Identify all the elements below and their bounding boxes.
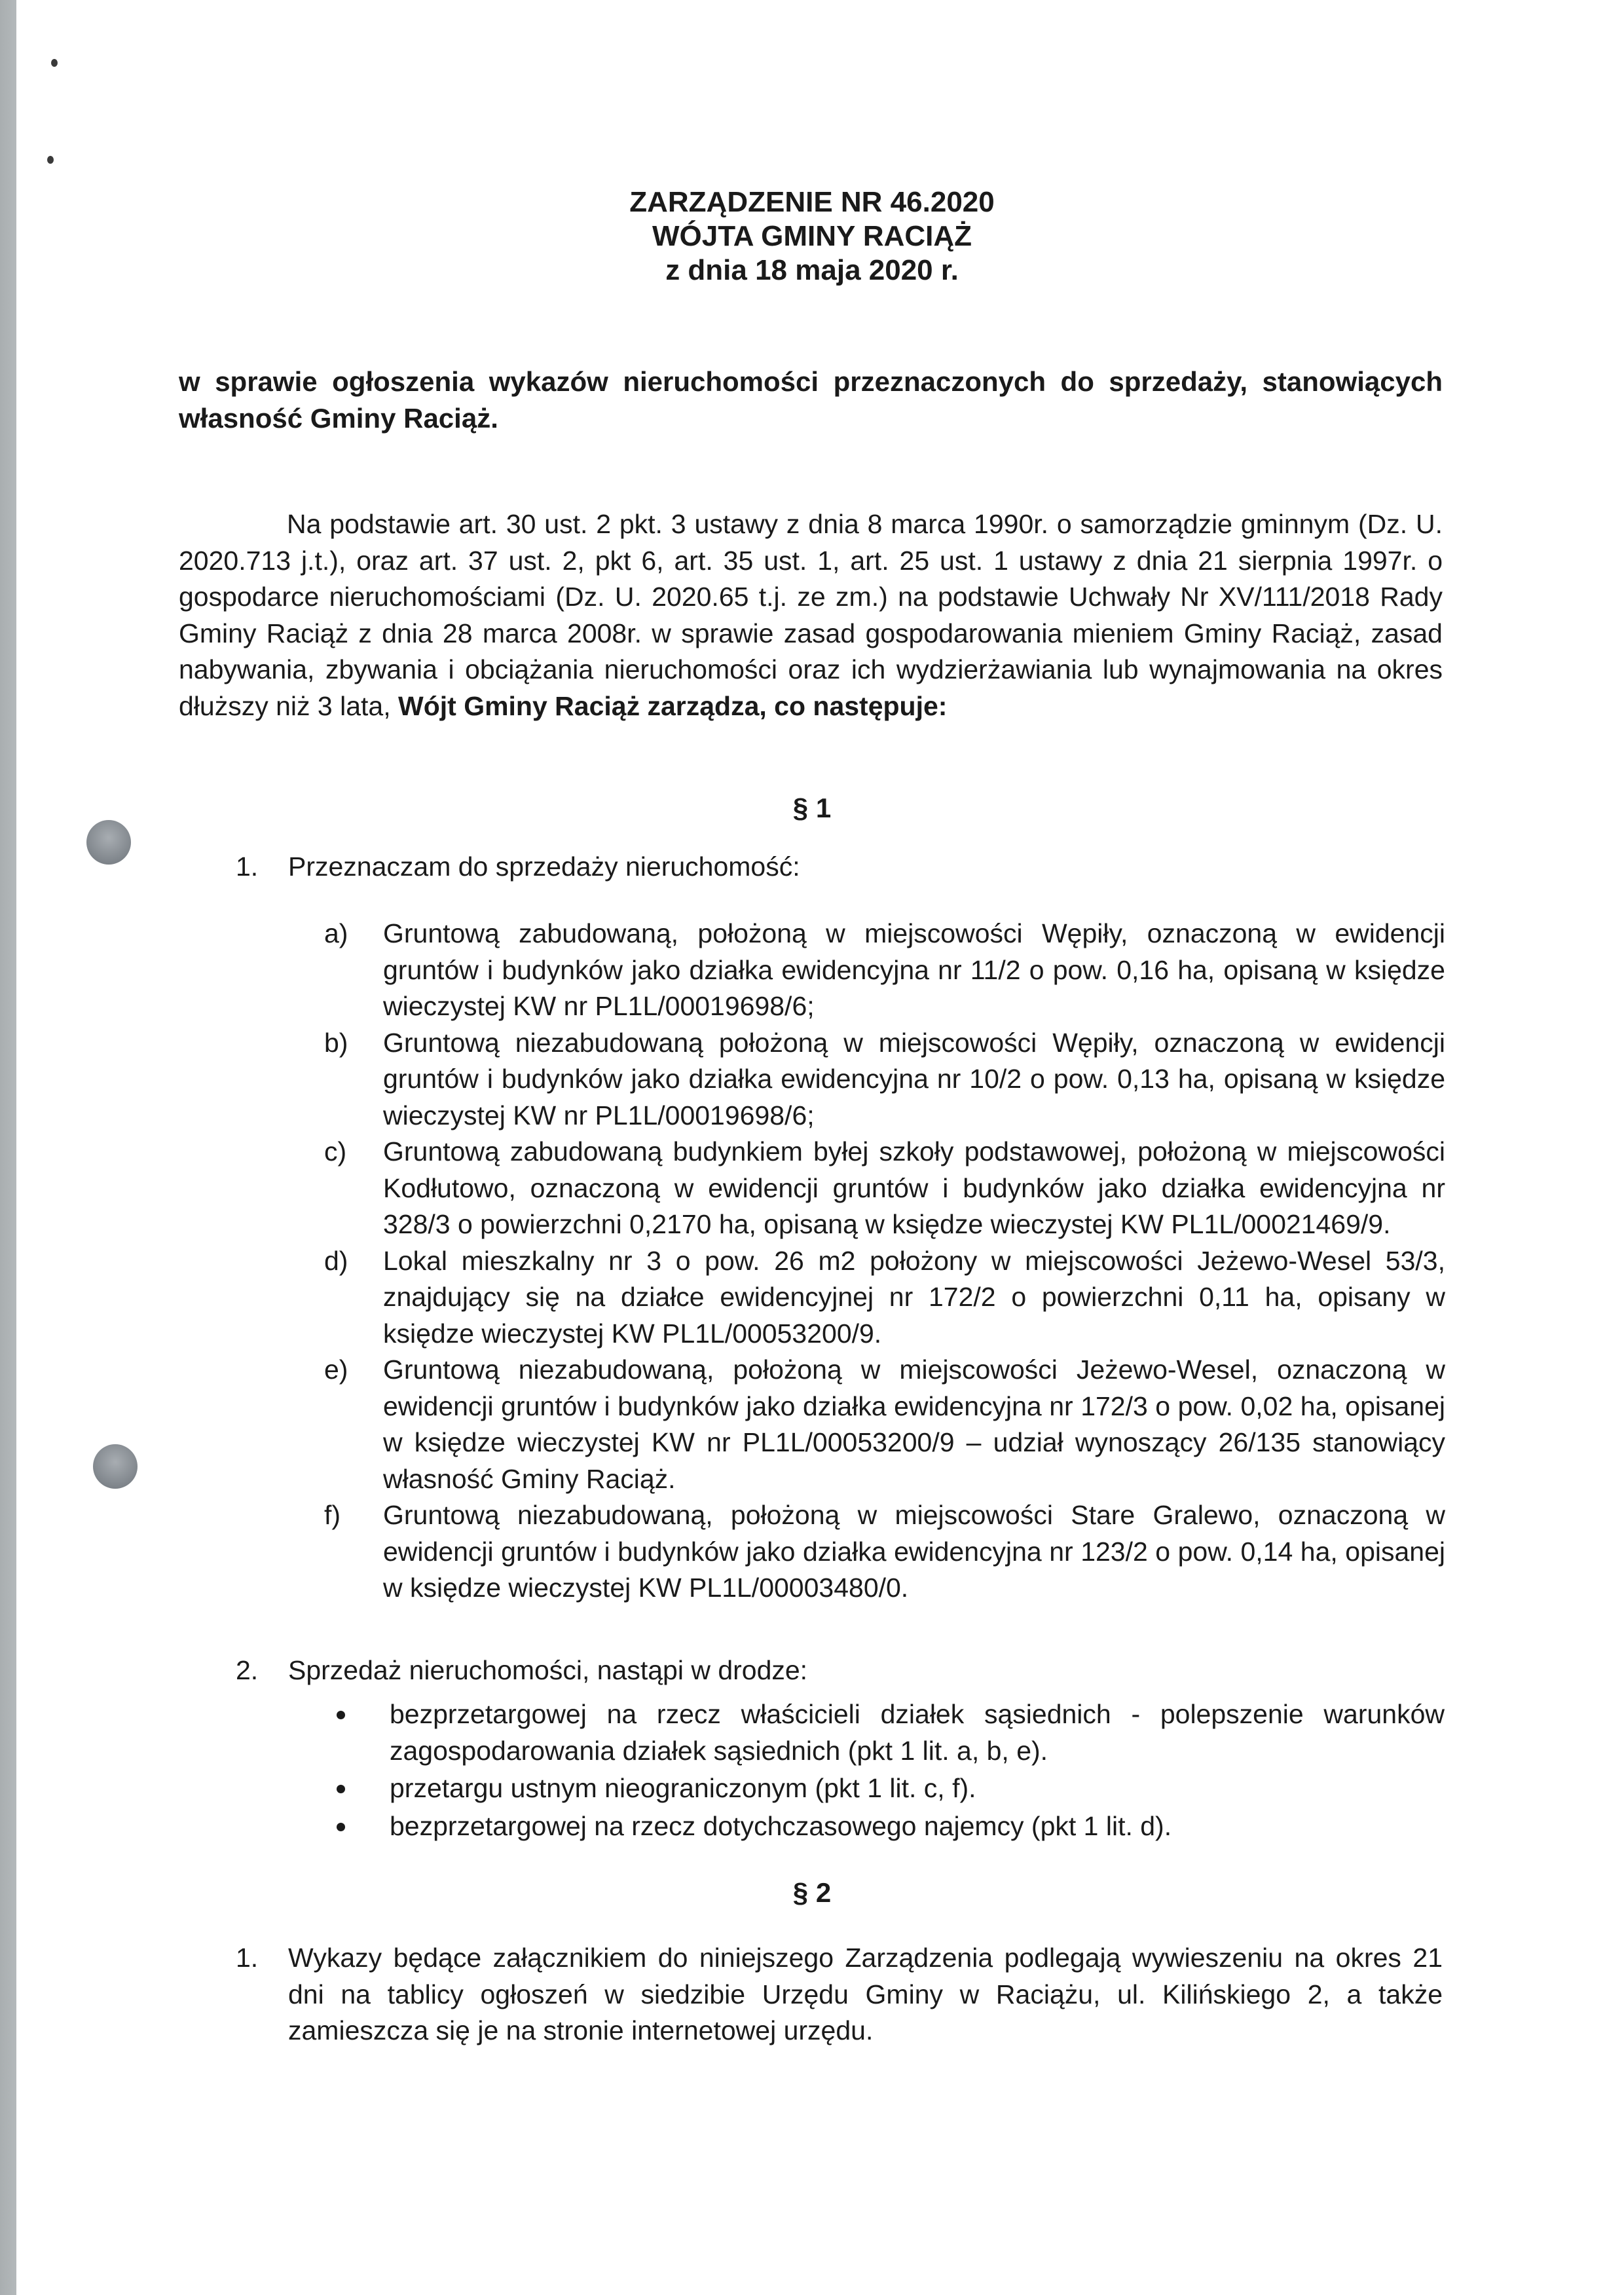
sale-method-item xyxy=(327,1808,1445,1845)
point-text: Przeznaczam do sprzedaży nieruchomość: xyxy=(288,851,800,882)
property-item-a xyxy=(324,916,1445,1025)
item-text: Lokal mieszkalny nr 3 o pow. 26 m2 położony w miejscowości Jeżewo-Wesel 53/3, znajdujący się na działce ewidencyjnej nr 172/2 o powierzchni 0,11 ha, opisany w księdze wieczystej KW PL1L/00053200/9. xyxy=(383,1245,1445,1349)
property-item-f xyxy=(324,1497,1445,1607)
item-letter: b) xyxy=(324,1027,348,1058)
preamble-bold-closing: Wójt Gminy Raciąż zarządza, co następuje: xyxy=(398,690,948,721)
property-item-d xyxy=(324,1243,1445,1353)
point-text: Sprzedaż nieruchomości, nastąpi w drodze: xyxy=(288,1655,808,1685)
item-letter: d) xyxy=(324,1245,348,1276)
item-text: Gruntową zabudowaną, położoną w miejscowości Wępiły, oznaczoną w ewidencji gruntów i budynków jako działka ewidencyjna nr 11/2 o pow. 0,16 ha, opisaną w księdze wieczystej KW nr PL1L/00019698/6; xyxy=(383,918,1445,1021)
point-number: 1. xyxy=(236,1943,259,1973)
section2-point1 xyxy=(236,1940,1443,2049)
bullet-icon xyxy=(337,1711,345,1719)
scan-speck xyxy=(47,156,54,164)
preamble-text: Na podstawie art. 30 ust. 2 pkt. 3 ustawy z dnia 8 marca 1990r. o samorządzie gminnym (Dz. U. 2020.713 j.t.), oraz art. 37 ust. 2, pkt 6, art. 35 ust. 1, art. 25 ust. 1 ustawy z dnia 21 sierpnia 1997r. o gospodarce nieruchomościami (Dz. U. 2020.65 t.j. ze zm.) na podstawie Uchwały Nr XV/111/2018 Rady Gminy Raciąż z dnia 28 marca 2008r. w sprawie zasad gospodarowania mieniem Gminy Raciąż, zasad nabywania, zbywania i obciążania nieruchomości oraz ich wydzierżawiania lub wynajmowania na okres dłuższy niż 3 lata, xyxy=(179,509,1443,721)
property-list xyxy=(324,916,1445,1607)
bullet-text: przetargu ustnym nieograniczonym (pkt 1 lit. c, f). xyxy=(390,1773,976,1803)
point-number: 2. xyxy=(236,1655,259,1685)
section1-point1 xyxy=(236,849,1443,886)
property-item-e xyxy=(324,1352,1445,1497)
punch-hole xyxy=(86,820,131,865)
scan-speck xyxy=(51,59,58,67)
section1-point2 xyxy=(236,1652,1443,1689)
bullet-text: bezprzetargowej na rzecz dotychczasowego najemcy (pkt 1 lit. d). xyxy=(390,1810,1172,1841)
item-letter: e) xyxy=(324,1354,348,1385)
property-item-b xyxy=(324,1025,1445,1134)
section-mark-1: § 1 xyxy=(792,793,832,823)
point-text: Wykazy będące załącznikiem do niniejszego Zarządzenia podlegają wywieszeniu na okres 21 dni na tablicy ogłoszeń w siedzibie Urzędu Gminy w Raciążu, ul. Kilińskiego 2, a także zamieszcza się je na stronie internetowej urzędu. xyxy=(288,1943,1443,2045)
document-subject: w sprawie ogłoszenia wykazów nieruchomości przeznaczonych do sprzedaży, stanowiących własność Gminy Raciąż. xyxy=(179,366,1443,434)
item-letter: f) xyxy=(324,1500,341,1530)
item-text: Gruntową niezabudowaną, położoną w miejscowości Jeżewo-Wesel, oznaczoną w ewidencji gruntów i budynków jako działka ewidencyjna nr 172/3 o pow. 0,02 ha, opisanej w księdze wieczystej KW nr PL1L/00053200/9 – udział wynoszący 26/135 stanowiący własność Gminy Raciąż. xyxy=(383,1354,1445,1494)
title-line-order-number: ZARZĄDZENIE NR 46.2020 xyxy=(629,186,995,218)
point-number: 1. xyxy=(236,851,259,882)
preamble-paragraph xyxy=(179,506,1443,724)
item-text: Gruntową niezabudowaną położoną w miejscowości Wępiły, oznaczoną w ewidencji gruntów i budynków jako działka ewidencyjna nr 10/2 o pow. 0,13 ha, opisaną w księdze wieczystej KW nr PL1L/00019698/6; xyxy=(383,1027,1445,1130)
bullet-icon xyxy=(337,1823,345,1831)
title-line-date: z dnia 18 maja 2020 r. xyxy=(665,254,959,286)
section-mark-2: § 2 xyxy=(792,1877,832,1908)
item-text: Gruntową niezabudowaną, położoną w miejscowości Stare Gralewo, oznaczoną w ewidencji gruntów i budynków jako działka ewidencyjna nr 123/2 o pow. 0,14 ha, opisanej w księdze wieczystej KW PL1L/00003480/0. xyxy=(383,1500,1445,1603)
item-text: Gruntową zabudowaną budynkiem byłej szkoły podstawowej, położoną w miejscowości Kodłutowo, oznaczoną w ewidencji gruntów i budynków jako działka ewidencyjna nr 328/3 o powierzchni 0,2170 ha, opisaną w księdze wieczystej KW PL1L/00021469/9. xyxy=(383,1136,1445,1239)
bullet-icon xyxy=(337,1785,345,1793)
sale-method-item xyxy=(327,1770,1445,1807)
document-title xyxy=(0,185,1624,288)
sale-method-item xyxy=(327,1696,1445,1769)
item-letter: c) xyxy=(324,1136,347,1166)
property-item-c xyxy=(324,1134,1445,1243)
bullet-text: bezprzetargowej na rzecz właścicieli działek sąsiednich - polepszenie warunków zagospodarowania działek sąsiednich (pkt 1 lit. a, b, e). xyxy=(390,1699,1445,1766)
sale-method-list xyxy=(327,1696,1445,1846)
title-line-authority: WÓJTA GMINY RACIĄŻ xyxy=(652,220,972,252)
punch-hole xyxy=(93,1444,138,1489)
scan-edge-shadow xyxy=(0,0,16,2295)
item-letter: a) xyxy=(324,918,348,948)
